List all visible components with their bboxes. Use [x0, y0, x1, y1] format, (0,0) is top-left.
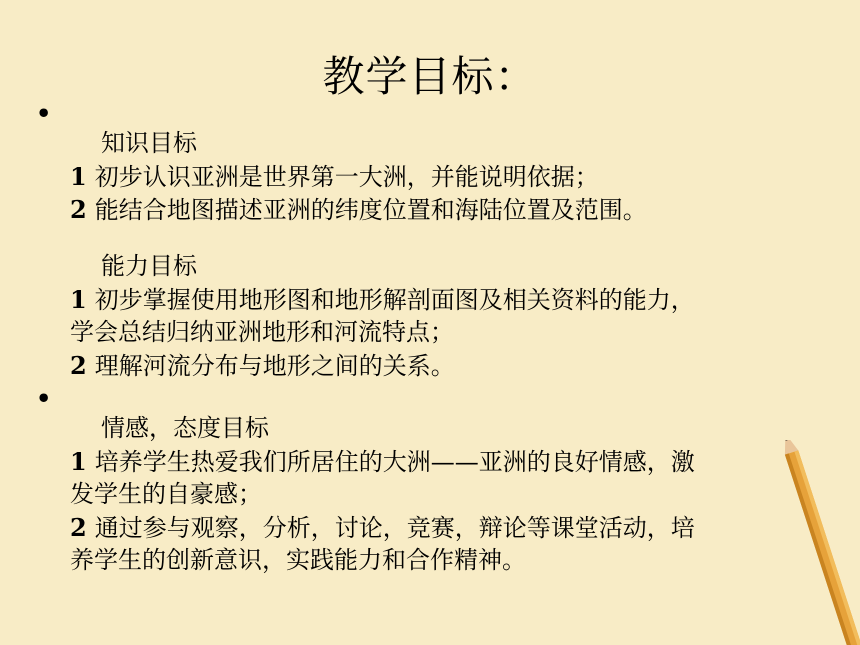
objective-item [70, 193, 815, 226]
item-text: 能结合地图描述亚洲的纬度位置和海陆位置及范围。 [94, 196, 647, 224]
pencil-icon [780, 440, 860, 645]
section-heading: 知识目标 [101, 129, 197, 157]
objective-item [70, 283, 815, 316]
item-number: 2 [70, 513, 87, 542]
item-number: 1 [70, 162, 87, 191]
item-text: 培养学生热爱我们所居住的大洲——亚洲的良好情感，激 [94, 448, 695, 476]
objective-item [70, 445, 815, 478]
objective-item [70, 160, 815, 193]
section-heading: 情感，态度目标 [101, 414, 269, 442]
bullet-marker: • [36, 99, 52, 128]
objective-item-continuation: 发学生的自豪感； [70, 480, 262, 508]
objective-section-attitude [70, 412, 815, 577]
item-text: 通过参与观察，分析，讨论，竞赛，辩论等课堂活动，培 [94, 514, 695, 542]
item-number: 2 [70, 351, 87, 380]
item-number: 1 [70, 285, 87, 314]
objective-section-ability [70, 250, 815, 382]
item-number: 2 [70, 195, 87, 224]
objective-item [70, 349, 815, 382]
objective-section-knowledge [70, 127, 815, 226]
bullet-marker: • [36, 384, 52, 413]
item-text: 初步认识亚洲是世界第一大洲，并能说明依据； [94, 163, 599, 191]
item-text: 理解河流分布与地形之间的关系。 [94, 352, 455, 380]
objective-item-continuation: 学会总结归纳亚洲地形和河流特点； [70, 318, 454, 346]
item-text: 初步掌握使用地形图和地形解剖面图及相关资料的能力， [94, 286, 695, 314]
objective-item [70, 511, 815, 544]
slide-title: 教学目标： [322, 52, 538, 101]
item-number: 1 [70, 447, 87, 476]
objective-item-continuation: 养学生的创新意识，实践能力和合作精神。 [70, 546, 526, 574]
section-heading: 能力目标 [101, 252, 197, 280]
